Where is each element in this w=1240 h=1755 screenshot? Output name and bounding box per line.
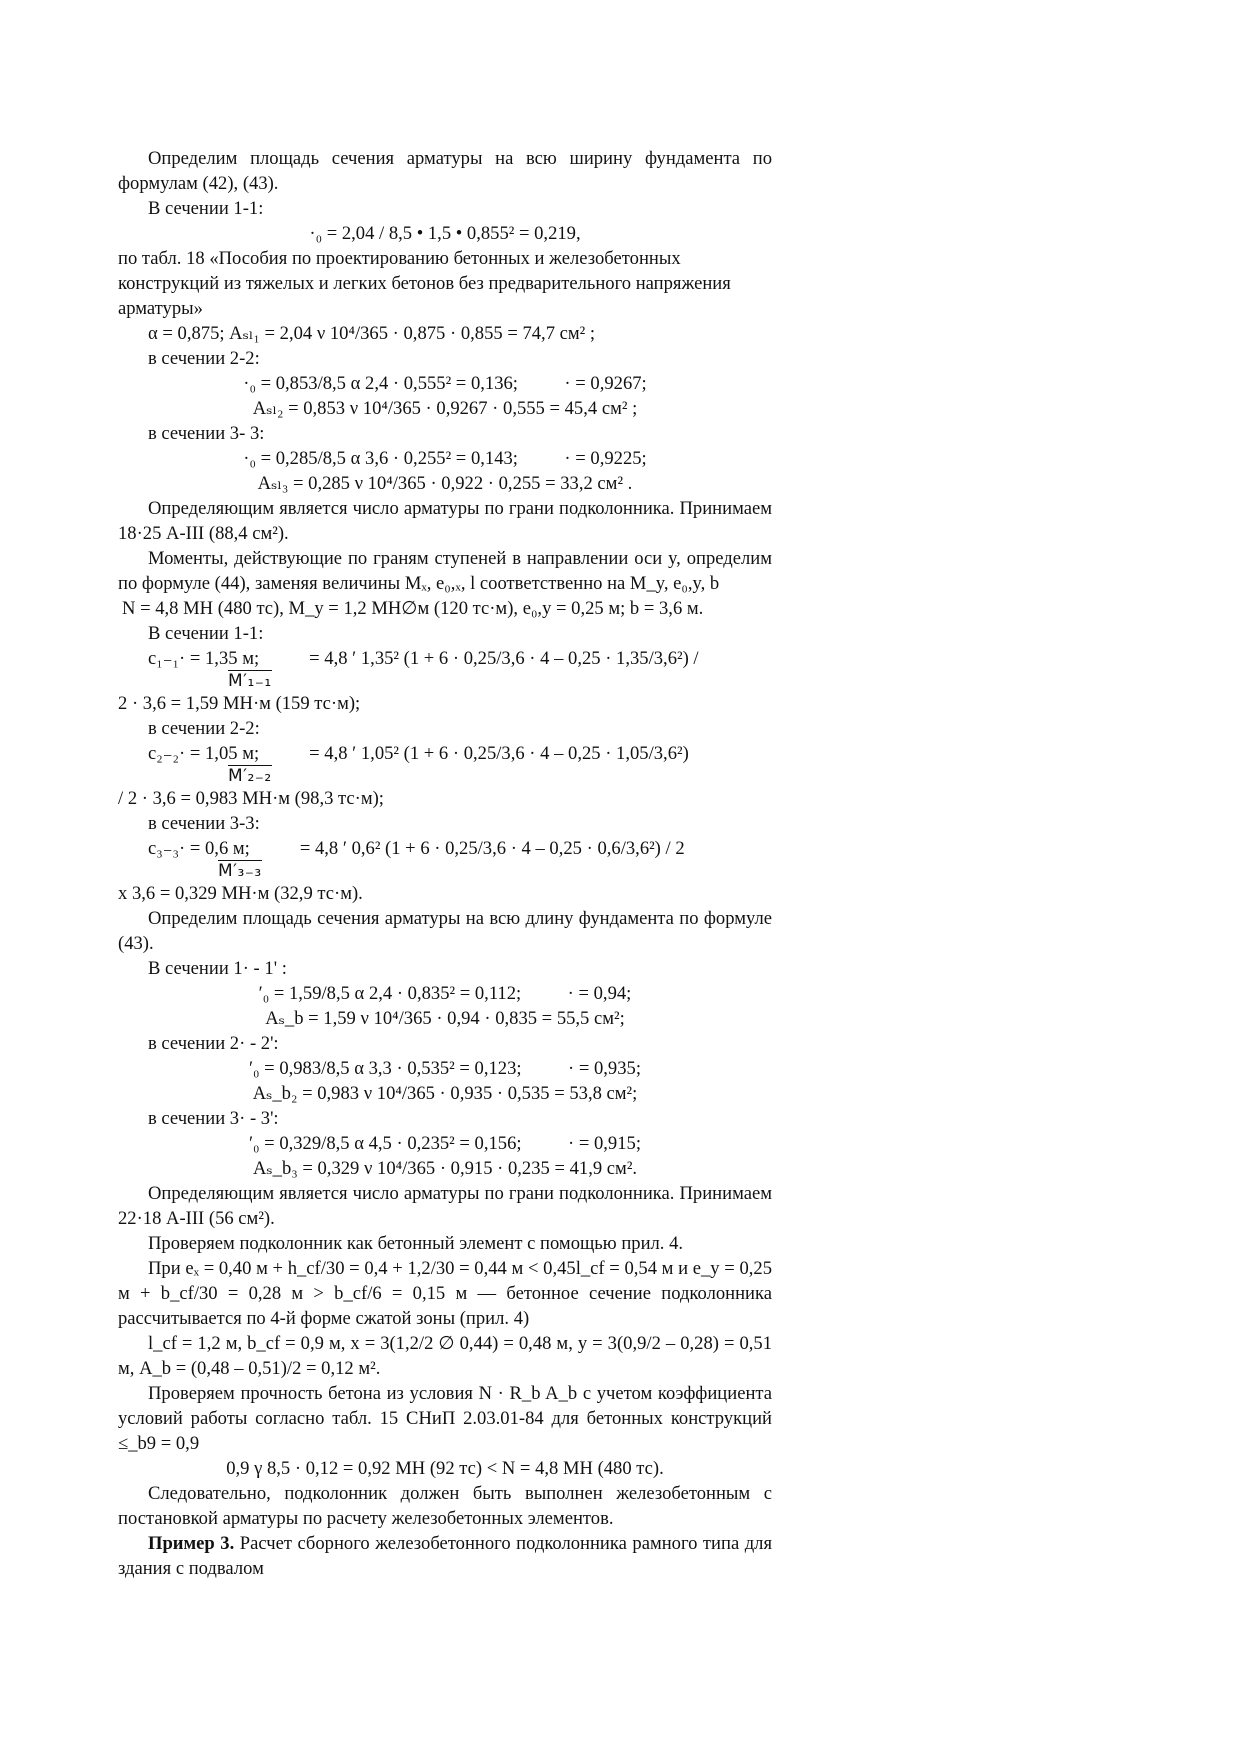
text-line: ·₀ = 2,04 / 8,5 • 1,5 • 0,855² = 0,219, — [309, 223, 581, 244]
text-line: l_cf = 1,2 м, b_cf = 0,9 м, x = 3(1,2/2 ∅ 0,44) = 0,48 м, y = 3(0,9/2 – 0,28) = 0,51 м, A_b = (0,48 – 0,51)/2 = 0,12 м². — [118, 1333, 772, 1379]
text-line: ′₀ = 0,329/8,5 α 4,5 · 0,235² = 0,156; · = 0,915; — [248, 1133, 641, 1154]
text-line — [118, 741, 772, 786]
text-line: Следовательно, подколонник должен быть выполнен железобетонным с постановкой арматуры по расчету железобетонных элементов. — [118, 1483, 772, 1529]
text-line: N = 4,8 МН (480 тс), M_y = 1,2 МН∅м (120 тс·м), e₀,y = 0,25 м; b = 3,6 м. — [122, 598, 704, 619]
example-text: Расчет сборного железобетонного подколонника рамного типа для здания с подвалом — [118, 1533, 772, 1579]
text-line: в сечении 2-2: — [148, 718, 260, 739]
text-line: 0,9 γ 8,5 · 0,12 = 0,92 МН (92 тс) < N = 4,8 МН (480 тс). — [226, 1458, 664, 1479]
text-line: В сечении 1-1: — [148, 623, 264, 644]
text-line: в сечении 2-2: — [148, 348, 260, 369]
text-line: Определяющим является число арматуры по грани подколонника. Принимаем 22·18 A-III (56 см²). — [118, 1183, 772, 1229]
text-line — [118, 836, 772, 881]
text-line: Определим площадь сечения арматуры на всю ширину фундамента по формулам (42), (43). — [118, 148, 772, 194]
text-line: В сечении 1-1: — [148, 198, 264, 219]
text-line: Aₛ_b = 1,59 ν 10⁴/365 · 0,94 · 0,835 = 55,5 см²; — [265, 1008, 625, 1029]
text-line: В сечении 1· - 1' : — [148, 958, 287, 979]
text-line: по табл. 18 «Пособия по проектированию бетонных и железобетонных конструкций из тяжелых и легких бетонов без предварительного напряжения арматуры» — [118, 248, 731, 319]
moment-c: c₃₋₃· = 0,6 м; — [148, 838, 250, 859]
text-line: ·₀ = 0,853/8,5 α 2,4 · 0,555² = 0,136; · = 0,9267; — [243, 373, 647, 394]
moment-c: c₁₋₁· = 1,35 м; — [148, 648, 260, 669]
text-line: Aₛ_b₂ = 0,983 ν 10⁴/365 · 0,935 · 0,535 = 53,8 см²; — [252, 1083, 638, 1104]
text-line: При eₓ = 0,40 м + h_cf/30 = 0,4 + 1,2/30 = 0,44 м < 0,45l_cf = 0,54 м и e_y = 0,25 м + b_cf/30 = 0,28 м > b_cf/6 = 0,15 м — бетонное сечение подколонника рассчитывается по 4-й форме сжатой зоны (прил. 4) — [118, 1258, 772, 1329]
text-line: в сечении 3· - 3': — [148, 1108, 279, 1129]
document-page — [118, 146, 772, 1531]
text-line: / 2 · 3,6 = 0,983 МН·м (98,3 тс·м); — [118, 788, 384, 809]
text-line: Определим площадь сечения арматуры на всю длину фундамента по формуле (43). — [118, 908, 772, 954]
text-line: в сечении 3- 3: — [148, 423, 265, 444]
text-line: Aₛₗ₂ = 0,853 ν 10⁴/365 · 0,9267 · 0,555 = 45,4 см² ; — [252, 398, 638, 419]
text-line: Aₛ_b₃ = 0,329 ν 10⁴/365 · 0,915 · 0,235 = 41,9 см². — [252, 1158, 638, 1179]
text-line: x 3,6 = 0,329 МН·м (32,9 тс·м). — [118, 883, 363, 904]
moment-formula: = 4,8 ′ 1,35² (1 + 6 · 0,25/3,6 · 4 – 0,25 · 1,35/3,6²) / — [309, 648, 699, 669]
example-heading — [118, 1531, 772, 1581]
moment-symbol: M′₁₋₁ — [228, 671, 272, 691]
text-line: Проверяем подколонник как бетонный элемент с помощью прил. 4. — [148, 1233, 684, 1254]
text-line: ·₀ = 0,285/8,5 α 3,6 · 0,255² = 0,143; · = 0,9225; — [243, 448, 647, 469]
text-line: Проверяем прочность бетона из условия N · R_b A_b с учетом коэффициента условий работы согласно табл. 15 СНиП 2.03.01-84 для бетонных конструкций ≤_b9 = 0,9 — [118, 1383, 772, 1454]
moment-formula: = 4,8 ′ 1,05² (1 + 6 · 0,25/3,6 · 4 – 0,25 · 1,05/3,6²) — [309, 743, 689, 764]
moment-symbol: M′₃₋₃ — [218, 861, 262, 881]
text-line: в сечении 2· - 2': — [148, 1033, 279, 1054]
text-line: α = 0,875; Aₛₗ₁ = 2,04 ν 10⁴/365 · 0,875 · 0,855 = 74,7 см² ; — [148, 323, 596, 344]
text-line: в сечении 3-3: — [148, 813, 260, 834]
text-line: Aₛₗ₃ = 0,285 ν 10⁴/365 · 0,922 · 0,255 = 33,2 см² . — [257, 473, 633, 494]
moment-c: c₂₋₂· = 1,05 м; — [148, 743, 260, 764]
moment-formula: = 4,8 ′ 0,6² (1 + 6 · 0,25/3,6 · 4 – 0,25 · 0,6/3,6²) / 2 — [299, 838, 685, 859]
text-line: Моменты, действующие по граням ступеней в направлении оси y, определим по формуле (44), заменяя величины Mₓ, e₀,ₓ, l соответственно на M_y, e₀,y, b — [118, 548, 772, 594]
text-line: Определяющим является число арматуры по грани подколонника. Принимаем 18·25 A-III (88,4 см²). — [118, 498, 772, 544]
text-line: ′₀ = 1,59/8,5 α 2,4 · 0,835² = 0,112; · = 0,94; — [258, 983, 632, 1004]
example-title: Пример 3. — [148, 1533, 235, 1554]
moment-symbol: M′₂₋₂ — [228, 766, 272, 786]
text-line — [118, 646, 772, 691]
text-line: 2 · 3,6 = 1,59 МН·м (159 тс·м); — [118, 693, 361, 714]
text-line: ′₀ = 0,983/8,5 α 3,3 · 0,535² = 0,123; · = 0,935; — [248, 1058, 641, 1079]
